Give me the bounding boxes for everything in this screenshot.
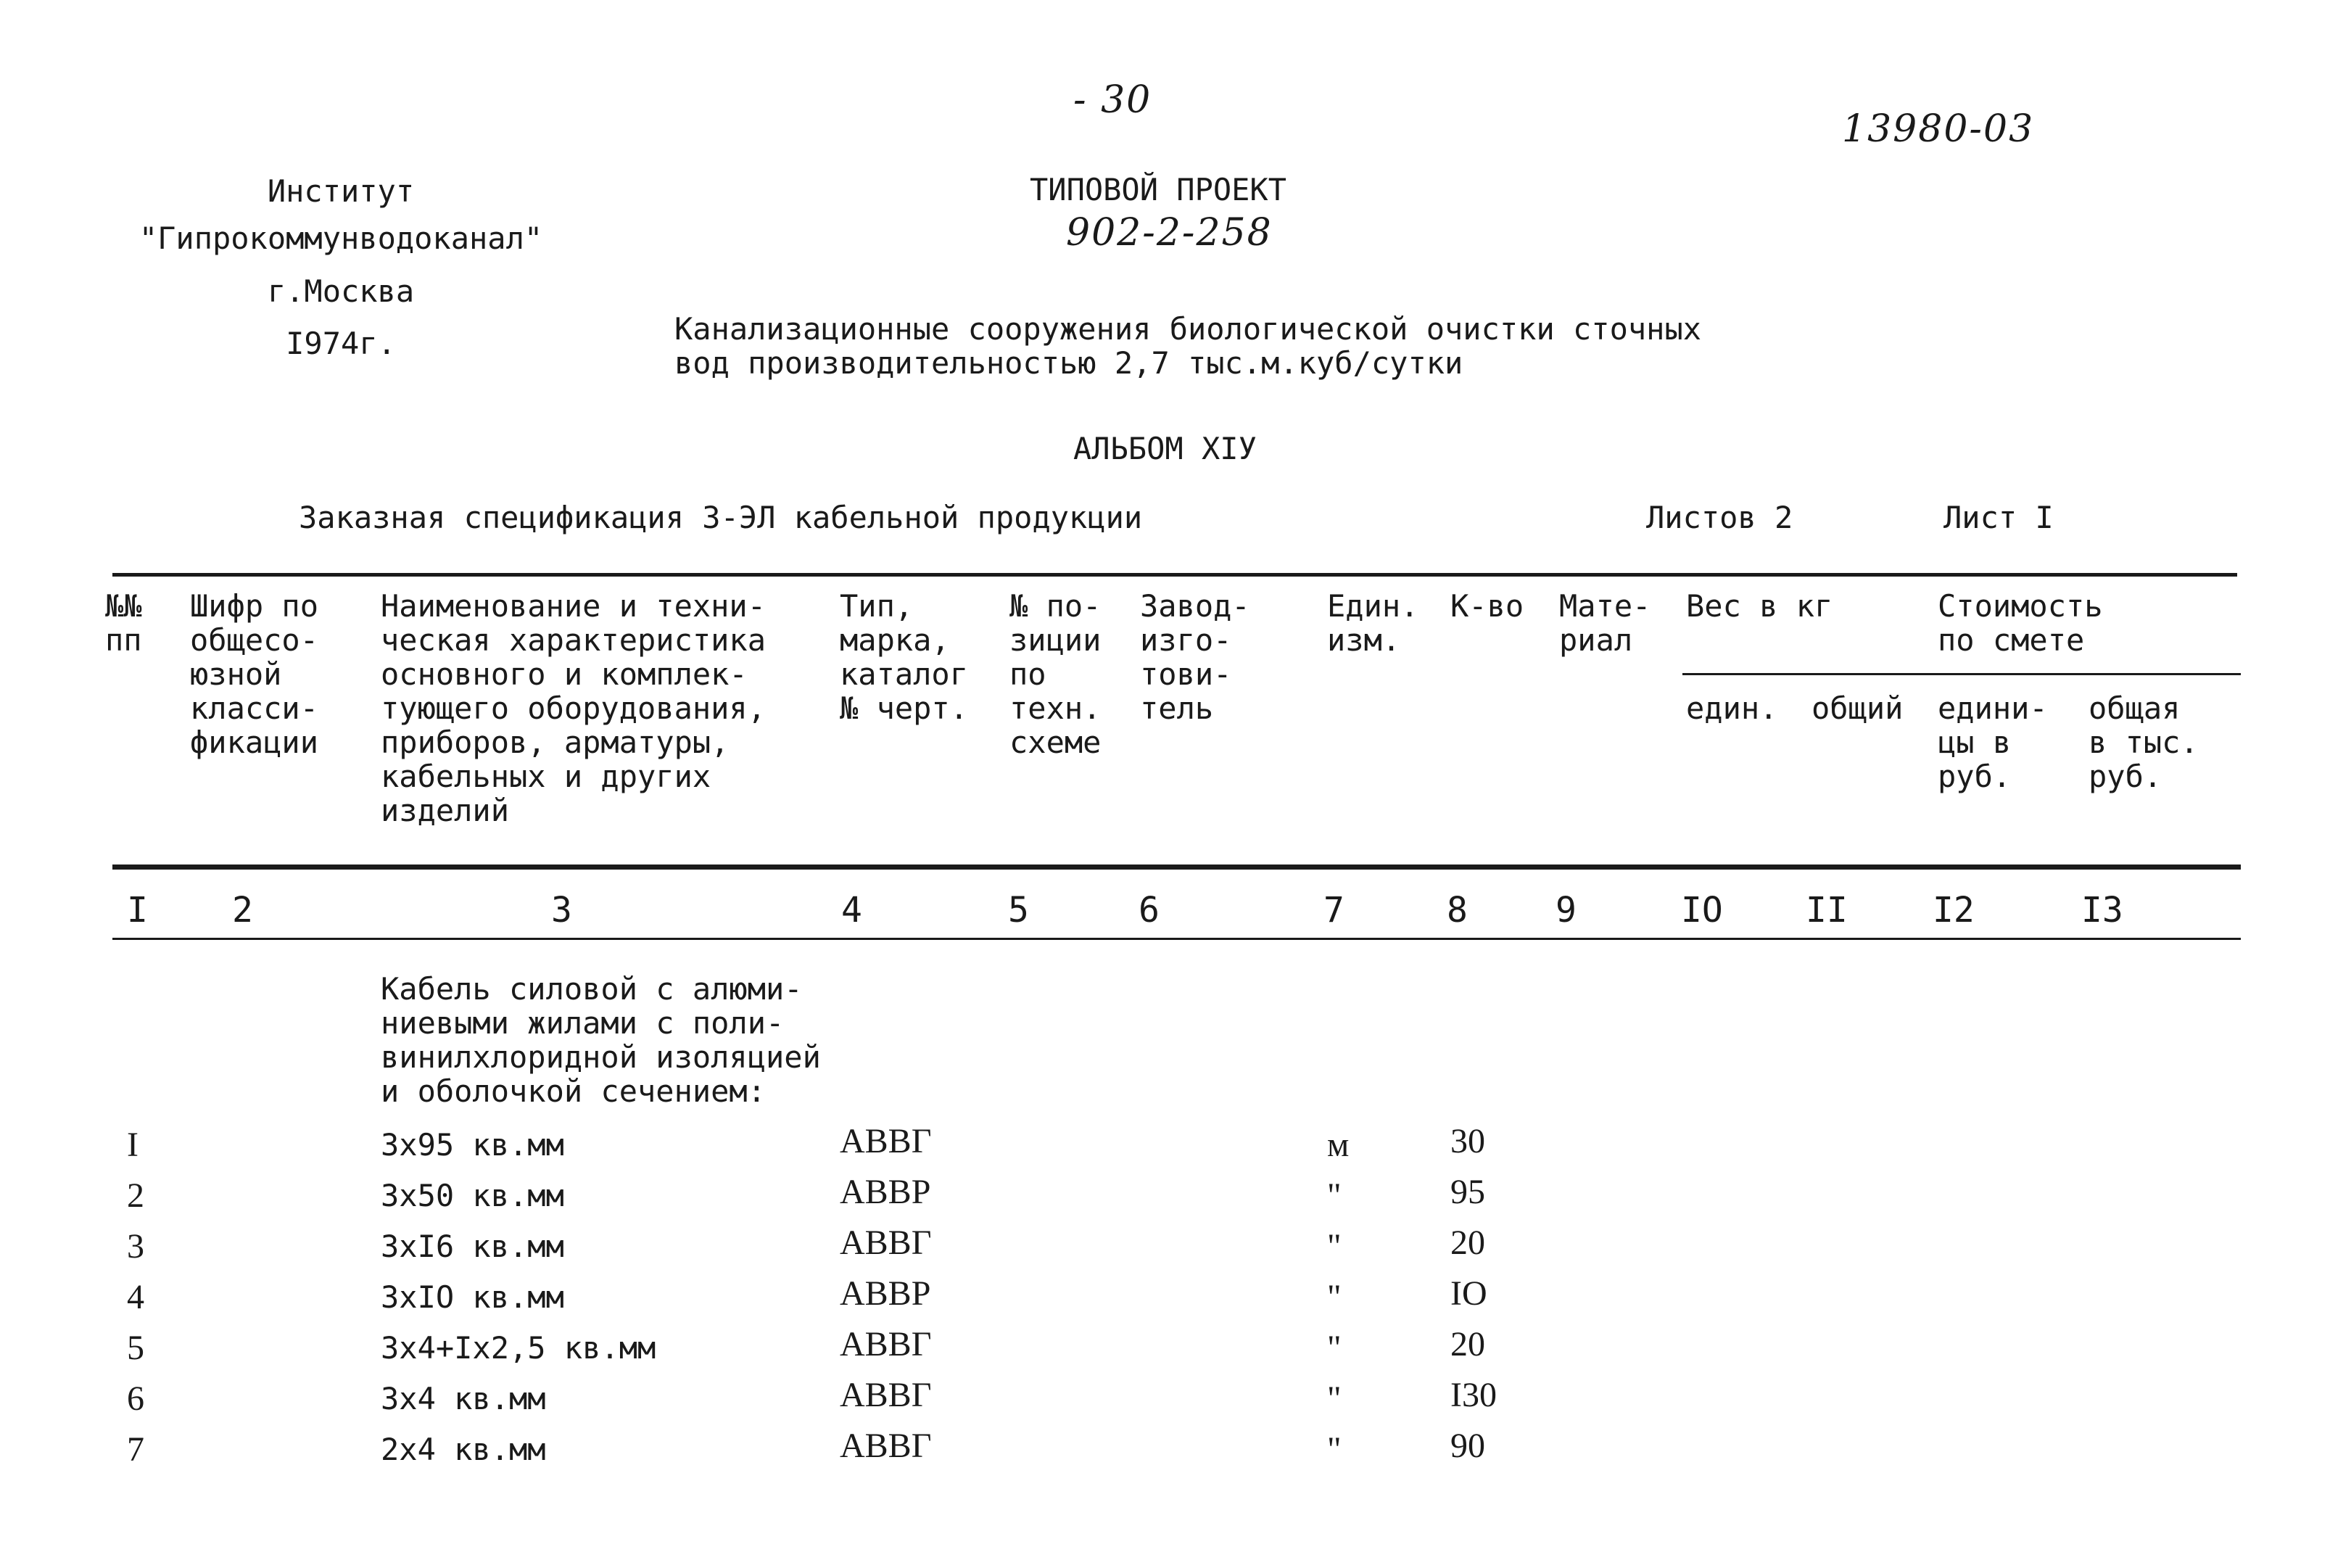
institute-city: г.Москва — [267, 273, 415, 309]
row-name: 3х4 кв.мм — [381, 1381, 546, 1416]
row-number: 2 — [127, 1176, 144, 1215]
row-name: 3х95 кв.мм — [381, 1127, 564, 1163]
institute-name: "Гипрокоммунводоканал" — [139, 220, 543, 256]
spec-title: Заказная спецификация 3-ЭЛ кабельной продукции — [299, 500, 1143, 535]
header-col7: Един. изм. — [1327, 588, 1419, 658]
row-number: 5 — [127, 1329, 144, 1367]
row-unit: " — [1327, 1278, 1342, 1316]
row-type: АВВР — [840, 1173, 931, 1211]
header-col6: Завод- изго- тови- тель — [1140, 588, 1250, 726]
row-name: 3х4+Iх2,5 кв.мм — [381, 1330, 656, 1366]
row-type: АВВР — [840, 1274, 931, 1313]
row-quantity: 90 — [1450, 1427, 1485, 1465]
row-unit: " — [1327, 1329, 1342, 1367]
header-col9: Мате- риал — [1559, 588, 1651, 658]
col-number: 2 — [232, 890, 253, 931]
row-number: 6 — [127, 1379, 144, 1418]
col-number: 9 — [1556, 890, 1577, 931]
header-col13: общая в тыс. руб. — [2089, 690, 2199, 794]
row-unit: " — [1327, 1176, 1342, 1215]
header-col5: № по- зиции по техн. схеме — [1009, 588, 1102, 760]
col-number: 6 — [1139, 890, 1160, 931]
section-title: Кабель силовой с алюми- ниевыми жилами с поли- винилхлоридной изоляцией и оболочкой сечением: — [381, 971, 821, 1109]
row-unit: м — [1327, 1126, 1350, 1164]
row-type: АВВГ — [840, 1427, 932, 1465]
row-quantity: IO — [1450, 1274, 1487, 1313]
header-bottom-rule — [112, 865, 2241, 870]
institute-year: I974г. — [286, 326, 396, 361]
page-number: - 30 — [1073, 78, 1152, 122]
col-number: I2 — [1933, 890, 1975, 931]
project-title-line1: Канализационные сооружения биологической очистки сточных — [674, 311, 1702, 347]
row-type: АВВГ — [840, 1224, 932, 1262]
header-col12: едини- цы в руб. — [1938, 690, 2048, 794]
col-number: 4 — [841, 890, 862, 931]
sheets-total: Листов 2 — [1646, 500, 1793, 535]
row-quantity: 30 — [1450, 1122, 1485, 1160]
row-type: АВВГ — [840, 1376, 932, 1414]
row-number: 7 — [127, 1430, 144, 1469]
project-title-line2: вод производительностью 2,7 тыс.м.куб/сутки — [674, 345, 1463, 381]
header-col4: Тип, марка, каталог № черт. — [840, 588, 969, 726]
row-name: 3хI6 кв.мм — [381, 1229, 564, 1264]
row-unit: " — [1327, 1430, 1342, 1469]
album-label: АЛЬБОМ XIУ — [1073, 431, 1257, 466]
row-unit: " — [1327, 1379, 1342, 1418]
col-number: II — [1806, 890, 1848, 931]
header-subgroup-rule — [1682, 673, 2241, 675]
row-type: АВВГ — [840, 1122, 932, 1160]
header-col3: Наименование и техни- ческая характеристика основного и комплек- тующего оборудования, приборов, арматуры, кабельных и других изделий — [381, 588, 767, 828]
header-col1: №№ пп — [105, 588, 142, 658]
row-quantity: 20 — [1450, 1224, 1485, 1262]
col-number: 3 — [551, 890, 572, 931]
header-col8: К-во — [1450, 588, 1524, 624]
document-code: 13980-03 — [1842, 107, 2035, 151]
col-number: I — [127, 890, 148, 931]
col-number: I3 — [2081, 890, 2123, 931]
institute-label: Институт — [267, 173, 415, 209]
table-top-rule — [112, 573, 2237, 577]
col-number: 7 — [1323, 890, 1344, 931]
col-number: 8 — [1447, 890, 1468, 931]
header-col2: Шифр по общесо- юзной класси- фикации — [190, 588, 319, 760]
col-number: 5 — [1008, 890, 1029, 931]
row-number: 4 — [127, 1278, 144, 1316]
row-quantity: 20 — [1450, 1325, 1485, 1363]
row-quantity: I30 — [1450, 1376, 1497, 1414]
row-number: I — [127, 1126, 139, 1164]
row-type: АВВГ — [840, 1325, 932, 1363]
row-name: 3х50 кв.мм — [381, 1178, 564, 1213]
row-name: 3хIO кв.мм — [381, 1279, 564, 1315]
column-numbers-rule — [112, 938, 2241, 940]
row-number: 3 — [127, 1227, 144, 1266]
col-number: IO — [1681, 890, 1723, 931]
row-quantity: 95 — [1450, 1173, 1485, 1211]
project-number: 902-2-258 — [1066, 211, 1273, 255]
header-col10: един. — [1686, 690, 1778, 726]
project-label: ТИПОВОЙ ПРОЕКТ — [1030, 172, 1287, 207]
header-col11: общий — [1811, 690, 1904, 726]
row-unit: " — [1327, 1227, 1342, 1266]
sheet-number: Лист I — [1943, 500, 2054, 535]
row-name: 2х4 кв.мм — [381, 1432, 546, 1467]
header-weight: Вес в кг — [1686, 588, 1833, 624]
header-cost: Стоимость по смете — [1938, 588, 2103, 658]
